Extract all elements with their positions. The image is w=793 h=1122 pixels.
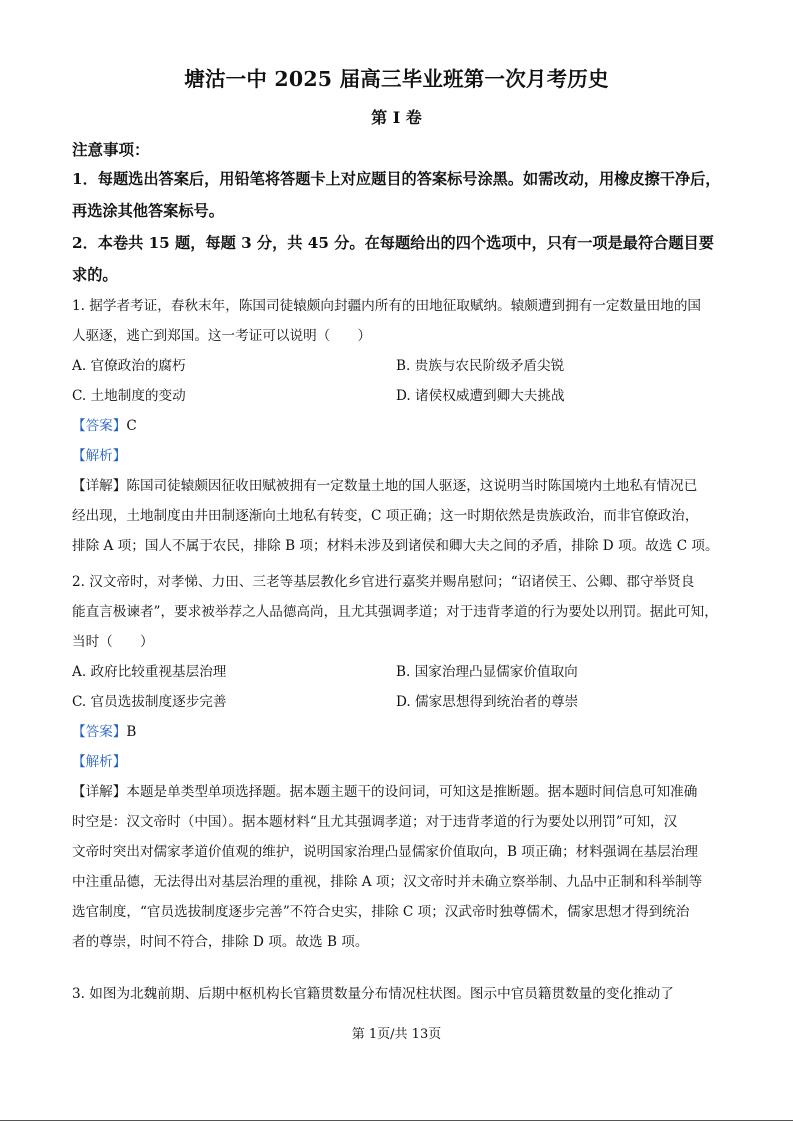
question-2 [72,567,732,957]
question-1-answer [72,411,732,441]
question-1-option-c: C. 土地制度的变动 [72,388,186,404]
exam-title: 塘沽一中 2025 届高三毕业班第一次月考历史 [184,67,609,91]
note-2-line-1: 2．本卷共 15 题，每题 3 分，共 45 分。在每题给出的四个选项中，只有一项是最符合题目要 [72,234,714,252]
question-1-detail-line-2: 经出现，土地制度由井田制逐渐向土地私有转变，C 项正确；这一时期依然是贵族政治，而非官僚政治， [72,508,699,524]
bottom-divider [0,1120,793,1121]
question-2-options-row-2 [72,687,732,717]
question-1-detail-line-3: 排除 A 项；国人不属于农民，排除 B 项；材料未涉及到诸侯和卿大夫之间的矛盾，排除 D 项。故选 C 项。 [72,538,719,554]
question-3-stem-line-1: 3. 如图为北魏前期、后期中枢机构长官籍贯数量分布情况柱状图。图示中官员籍贯数量的变化推动了 [72,986,674,1002]
question-1-stem-line-2: 人驱逐，逃亡到郑国。这一考证可以说明（ ） [72,328,372,344]
question-2-stem-line-2: 能直言极谏者”，要求被举荐之人品德高尚，且尤其强调孝道；对于违背孝道的行为要处以刑罚。据此可知， [72,604,718,620]
question-2-stem-line-1: 2. 汉文帝时，对孝悌、力田、三老等基层教化乡官进行嘉奖并赐帛慰问；“诏诸侯王、公卿、郡守举贤良 [72,574,695,590]
question-2-option-d: D. 儒家思想得到统治者的尊崇 [396,694,579,710]
question-2-option-b: B. 国家治理凸显儒家价值取向 [396,664,578,680]
question-2-option-c: C. 官员选拔制度逐步完善 [72,694,227,710]
question-2-answer [72,717,732,747]
question-2-detail-line-5: 选官制度，“官员选拔制度逐步完善”不符合史实，排除 C 项；汉武帝时独尊儒术，儒家思想才得到统治 [72,904,690,920]
question-2-detail-line-6: 者的尊崇，时间不符合，排除 D 项。故选 B 项。 [72,934,369,950]
answer-value: B [126,724,137,740]
note-1-line-2: 再选涂其他答案标号。 [72,202,224,220]
question-2-detail-line-2: 时空是：汉文帝时（中国）。据本题材料“且尤其强调孝道；对于违背孝道的行为要处以刑罚”可知，汉 [72,814,678,830]
question-2-options-row-1 [72,657,732,687]
question-1 [72,291,732,561]
answer-tag: 【答案】 [72,418,127,434]
detail-tag: 【详解】 [72,784,127,800]
detail-text: 本题是单类型单项选择题。据本题主题干的设问词，可知这是推断题。据本题时间信息可知准确 [126,784,698,800]
question-1-detail-line-1 [72,471,732,501]
question-2-stem-line-3: 当时（ ） [72,634,154,650]
question-2-detail-line-3: 文帝时突出对儒家孝道价值观的维护，说明国家治理凸显儒家价值取向，B 项正确；材料强调在基层治理 [72,844,699,860]
detail-text: 陈国司徒辕颇因征收田赋被拥有一定数量土地的国人驱逐，这说明当时陈国境内土地私有情况已 [126,478,698,494]
answer-tag: 【答案】 [72,724,127,740]
question-1-analysis-tag: 【解析】 [72,448,127,464]
note-2 [72,227,740,291]
note-1 [72,163,740,227]
note-1-line-1: 1．每题选出答案后，用铅笔将答题卡上对应题目的答案标号涂黑。如需改动，用橡皮擦干净后， [72,170,721,188]
question-1-option-b: B. 贵族与农民阶级矛盾尖锐 [396,358,565,374]
section-title: 第 I 卷 [371,108,422,127]
question-1-stem-line-1: 1. 据学者考证，春秋末年，陈国司徒辕颇向封疆内所有的田地征取赋纳。辕颇遭到拥有一定数量田地的国 [72,298,702,314]
detail-tag: 【详解】 [72,478,127,494]
question-2-option-a: A. 政府比较重视基层治理 [72,664,227,680]
question-1-option-a: A. 官僚政治的腐朽 [72,358,186,374]
answer-value: C [126,418,137,434]
question-2-detail-line-4: 中注重品德，无法得出对基层治理的重视，排除 A 项；汉文帝时并未确立察举制、九品中正制和科举制等 [72,874,703,890]
question-3 [72,979,732,1009]
question-2-detail-line-1 [72,777,732,807]
question-1-options-row-1 [72,351,732,381]
question-1-options-row-2 [72,381,732,411]
note-2-line-2: 求的。 [72,266,118,284]
question-1-option-d: D. 诸侯权威遭到卿大夫挑战 [396,388,565,404]
notes-heading: 注意事项： [72,140,150,159]
page-footer: 第 1页/共 13页 [351,1027,442,1042]
question-2-analysis-tag: 【解析】 [72,754,127,770]
